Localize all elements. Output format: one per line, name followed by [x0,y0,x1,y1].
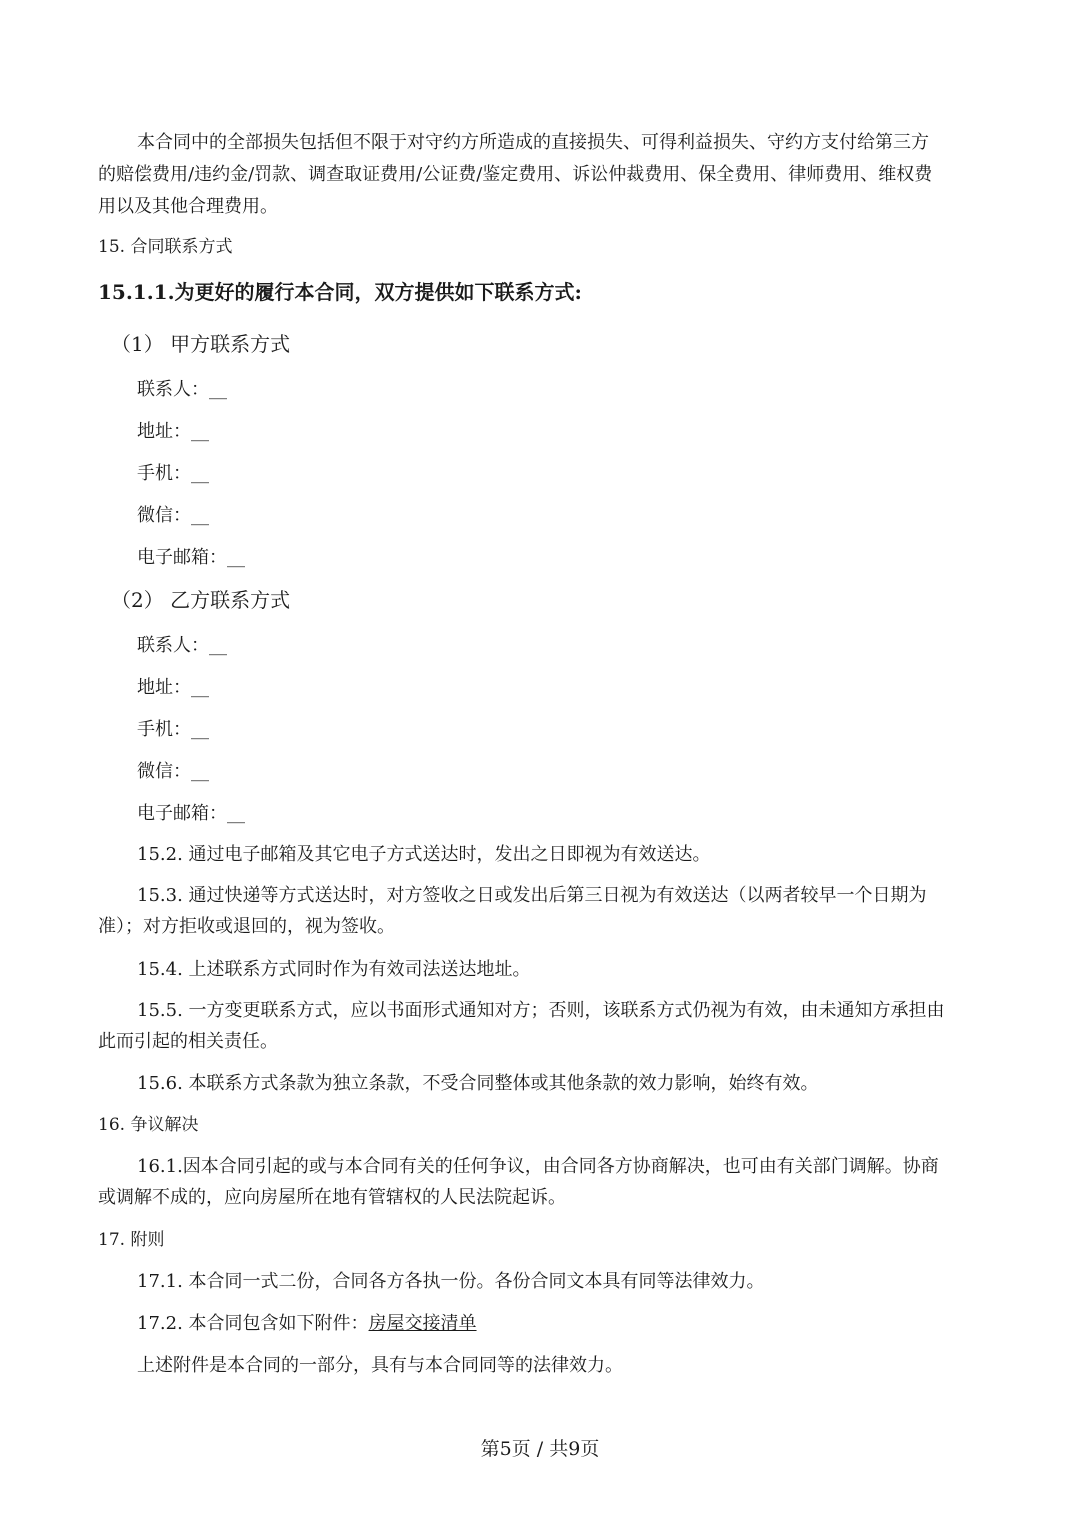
party-a-address: 地址：__ [137,421,209,442]
clause-17-2-prefix: 17.2. 本合同包含如下附件： [137,1313,369,1334]
clause-17-2 [137,1312,477,1336]
section-15-title: 15. 合同联系方式 [98,237,233,257]
party-a-email: 电子邮箱：__ [137,547,245,568]
party-b-wechat: 微信：__ [137,761,209,782]
loss-paragraph-line-1: 本合同中的全部损失包括但不限于对守约方所造成的直接损失、可得利益损失、守约方支付给第三方 [137,132,929,153]
clause-15-4: 15.4. 上述联系方式同时作为有效司法送达地址。 [137,959,531,980]
clause-15-5-line-2: 此而引起的相关责任。 [98,1031,278,1052]
clause-15-3-line-1: 15.3. 通过快递等方式送达时，对方签收之日或发出后第三日视为有效送达（以两者较早一个日期为 [137,885,927,906]
party-b-email: 电子邮箱：__ [137,803,245,824]
party-b-phone: 手机：__ [137,719,209,740]
loss-paragraph-line-3: 用以及其他合理费用。 [98,196,278,217]
party-a-wechat: 微信：__ [137,505,209,526]
section-17-title: 17. 附则 [98,1230,165,1250]
page-number-footer: 第5页 / 共9页 [480,1438,600,1460]
clause-15-1-1: 15.1.1.为更好的履行本合同，双方提供如下联系方式: [98,280,582,304]
party-a-contact: 联系人：__ [137,379,227,400]
section-16-title: 16. 争议解决 [98,1115,199,1135]
clause-16-1-line-1: 16.1.因本合同引起的或与本合同有关的任何争议，由合同各方协商解决，也可由有关部门调解。协商 [137,1156,939,1177]
clause-16-1-line-2: 或调解不成的，应向房屋所在地有管辖权的人民法院起诉。 [98,1187,566,1208]
clause-15-5-line-1: 15.5. 一方变更联系方式，应以书面形式通知对方；否则，该联系方式仍视为有效，由未通知方承担由 [137,1000,945,1021]
attachment-link-house-handover-list[interactable]: 房屋交接清单 [368,1313,477,1334]
loss-paragraph-line-2: 的赔偿费用/违约金/罚款、调查取证费用/公证费/鉴定费用、诉讼仲裁费用、保全费用、律师费用、维权费 [98,164,933,185]
party-a-phone: 手机：__ [137,463,209,484]
party-a-title: （1） 甲方联系方式 [111,332,291,356]
party-b-title: （2） 乙方联系方式 [111,588,291,612]
clause-17-1: 17.1. 本合同一式二份，合同各方各执一份。各份合同文本具有同等法律效力。 [137,1271,765,1292]
clause-15-3-line-2: 准）；对方拒收或退回的，视为签收。 [98,916,395,937]
party-b-address: 地址：__ [137,677,209,698]
attachment-note: 上述附件是本合同的一部分，具有与本合同同等的法律效力。 [137,1355,623,1376]
party-b-contact: 联系人：__ [137,635,227,656]
clause-15-6: 15.6. 本联系方式条款为独立条款，不受合同整体或其他条款的效力影响，始终有效。 [137,1073,819,1094]
clause-15-2: 15.2. 通过电子邮箱及其它电子方式送达时，发出之日即视为有效送达。 [137,844,711,865]
